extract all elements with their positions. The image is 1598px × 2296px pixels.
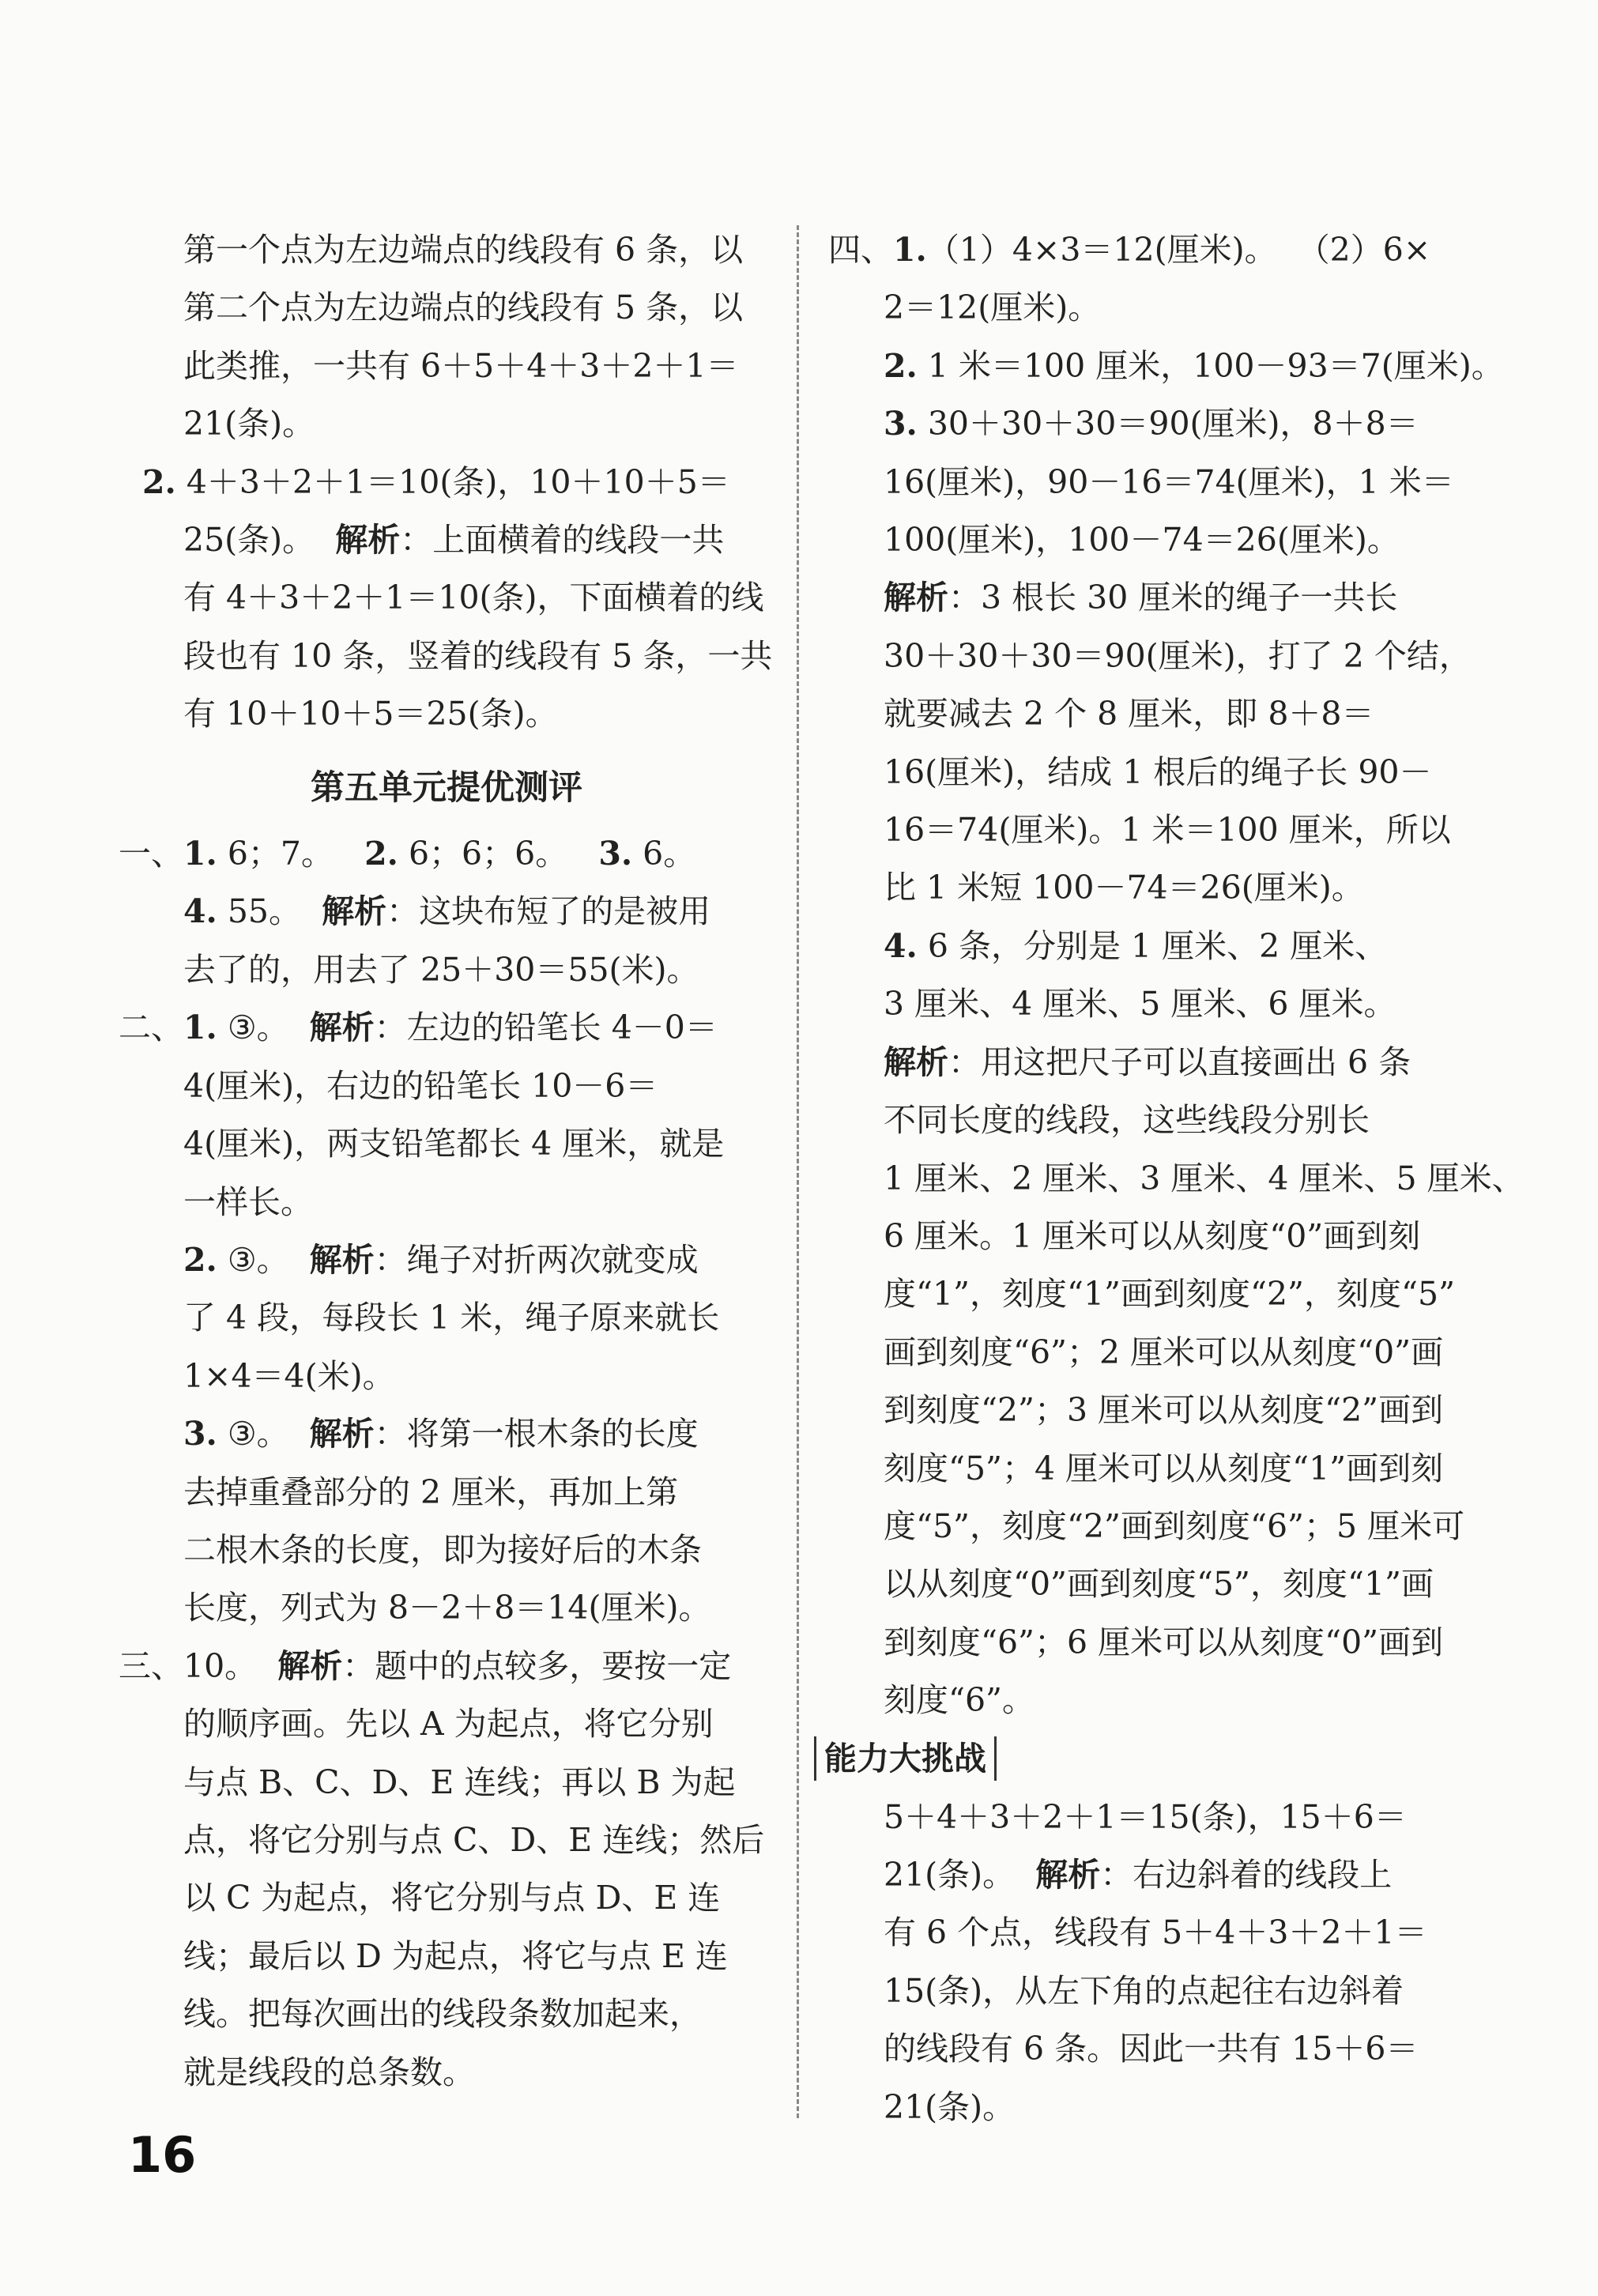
text-line bbox=[119, 2044, 775, 2102]
text-line bbox=[119, 685, 775, 743]
line-text: ：右边斜着的线段上 bbox=[1100, 1855, 1393, 1894]
text-line bbox=[828, 1904, 1460, 1962]
line-text: 度“1”，刻度“1”画到刻度“2”，刻度“5” bbox=[884, 1275, 1456, 1314]
line-text: ③。 bbox=[217, 1415, 310, 1453]
text-line bbox=[119, 454, 775, 511]
line-text: 就要减去 2 个 8 厘米，即 8＋8＝ bbox=[884, 695, 1374, 733]
text-line bbox=[119, 1695, 775, 1753]
item-number: 2. bbox=[142, 462, 176, 501]
line-text: 100(厘米)，100－74＝26(厘米)。 bbox=[884, 521, 1400, 560]
line-text: 不同长度的线段，这些线段分别长 bbox=[884, 1101, 1370, 1140]
line-text: 比 1 米短 100－74＝26(厘米)。 bbox=[884, 869, 1364, 907]
text-line bbox=[119, 337, 775, 395]
text-line bbox=[119, 1521, 775, 1579]
text-line bbox=[828, 1091, 1460, 1149]
item-number: 3. bbox=[884, 405, 918, 443]
line-text: 21(条)。 bbox=[884, 2087, 1016, 2126]
line-text: ：用这把尺子可以直接画出 6 条 bbox=[948, 1042, 1411, 1081]
text-line bbox=[119, 1348, 775, 1405]
text-line bbox=[828, 685, 1460, 743]
text-line bbox=[119, 1058, 775, 1115]
analysis-label: 解析 bbox=[309, 1009, 375, 1047]
line-text: 21(条)。 bbox=[884, 1855, 1036, 1894]
text-line bbox=[828, 221, 1460, 279]
text-line bbox=[828, 337, 1504, 395]
text-line bbox=[119, 1985, 775, 2043]
text-line bbox=[119, 221, 775, 279]
column-divider bbox=[797, 225, 799, 2118]
line-text: 4(厘米)，右边的铅笔长 10－6＝ bbox=[183, 1066, 658, 1105]
analysis-label: 解析 bbox=[309, 1415, 375, 1453]
text-line bbox=[828, 569, 1460, 627]
line-text: 点，将它分别与点 C、D、E 连线；然后 bbox=[183, 1820, 765, 1859]
text-line bbox=[828, 1846, 1460, 1904]
item-number: 1. bbox=[183, 1009, 217, 1047]
text-line bbox=[828, 628, 1472, 685]
line-text: 有 4＋3＋2＋1＝10(条)，下面横着的线 bbox=[183, 579, 764, 617]
line-text: 的顺序画。先以 A 为起点，将它分别 bbox=[183, 1705, 714, 1744]
analysis-label: 解析 bbox=[322, 892, 387, 931]
text-line bbox=[828, 1324, 1460, 1382]
line-text: 15(条)，从左下角的点起往右边斜着 bbox=[884, 1971, 1404, 2010]
item-number: 1. bbox=[893, 231, 927, 269]
line-text: 16(厘米)，90－16＝74(厘米)，1 米＝ bbox=[884, 462, 1454, 501]
question-number: 四、 bbox=[828, 231, 893, 269]
line-text: 6 厘米。1 厘米可以从刻度“0”画到刻 bbox=[884, 1216, 1421, 1255]
text-line bbox=[119, 395, 775, 453]
line-text: 与点 B、C、D、E 连线；再以 B 为起 bbox=[183, 1763, 736, 1801]
text-line bbox=[828, 1789, 1460, 1846]
text-line bbox=[828, 1382, 1460, 1439]
line-text: 6；7。 bbox=[217, 835, 365, 873]
text-line bbox=[119, 999, 775, 1057]
text-line bbox=[828, 2020, 1460, 2078]
line-text: 段也有 10 条，竖着的线段有 5 条，一共 bbox=[183, 636, 773, 675]
text-line bbox=[828, 2079, 1460, 2136]
page-number: 16 bbox=[128, 2126, 197, 2184]
text-line bbox=[828, 859, 1460, 917]
text-line bbox=[828, 1555, 1460, 1613]
analysis-label: 解析 bbox=[277, 1646, 343, 1685]
line-text: 30＋30＋30＝90(厘米)，8＋8＝ bbox=[917, 405, 1419, 443]
line-text: 了 4 段，每段长 1 米，绳子原来就长 bbox=[183, 1299, 720, 1337]
question-number: 三、 bbox=[119, 1646, 183, 1685]
text-line bbox=[119, 825, 775, 883]
text-line bbox=[828, 1208, 1460, 1265]
line-text: 的线段有 6 条。因此一共有 15＋6＝ bbox=[884, 2030, 1419, 2068]
line-text: 30＋30＋30＝90(厘米)，打了 2 个结， bbox=[884, 636, 1472, 675]
text-line bbox=[119, 1754, 775, 1812]
line-text: 1 厘米、2 厘米、3 厘米、4 厘米、5 厘米、 bbox=[884, 1159, 1525, 1197]
line-text: 55。 bbox=[217, 892, 322, 931]
line-text: ③。 bbox=[217, 1240, 310, 1279]
question-number: 一、 bbox=[119, 835, 183, 873]
line-text: 25(条)。 bbox=[183, 521, 336, 560]
text-line bbox=[119, 1869, 775, 1927]
line-text: 1×4＝4(米)。 bbox=[183, 1356, 395, 1395]
line-text: ：上面横着的线段一共 bbox=[400, 521, 725, 560]
line-text: ③。 bbox=[217, 1009, 310, 1047]
line-text: 4＋3＋2＋1＝10(条)，10＋10＋5＝ bbox=[175, 462, 730, 501]
analysis-label: 解析 bbox=[884, 579, 948, 617]
text-line bbox=[119, 1231, 775, 1289]
text-line bbox=[828, 1614, 1460, 1672]
line-text: 有 10＋10＋5＝25(条)。 bbox=[183, 695, 558, 733]
text-line bbox=[119, 1638, 775, 1695]
text-line bbox=[828, 511, 1460, 569]
line-text: ：题中的点较多，要按一定 bbox=[342, 1646, 732, 1685]
text-line bbox=[119, 569, 775, 627]
challenge-heading: 能力大挑战 bbox=[814, 1736, 997, 1781]
question-number: 二、 bbox=[119, 1009, 183, 1047]
analysis-label: 解析 bbox=[309, 1240, 375, 1279]
line-text: 16(厘米)，结成 1 根后的绳子长 90－ bbox=[884, 752, 1432, 791]
text-line bbox=[828, 1265, 1460, 1323]
line-text: 去掉重叠部分的 2 厘米，再加上第 bbox=[183, 1472, 679, 1511]
line-text: 去了的，用去了 25＋30＝55(米)。 bbox=[183, 950, 699, 989]
text-line bbox=[119, 1464, 775, 1521]
text-line bbox=[828, 1034, 1460, 1091]
item-number: 4. bbox=[884, 926, 918, 965]
text-line bbox=[119, 511, 775, 569]
line-text: 画到刻度“6”；2 厘米可以从刻度“0”画 bbox=[884, 1333, 1444, 1371]
line-text: 第一个点为左边端点的线段有 6 条，以 bbox=[183, 231, 744, 269]
text-line bbox=[119, 279, 775, 337]
text-line bbox=[119, 1289, 775, 1347]
section-heading: 第五单元提优测评 bbox=[311, 767, 582, 808]
text-line bbox=[828, 918, 1460, 975]
line-text: ：左边的铅笔长 4－0＝ bbox=[374, 1009, 718, 1047]
line-text: 到刻度“6”；6 厘米可以从刻度“0”画到 bbox=[884, 1623, 1444, 1661]
text-line bbox=[119, 628, 775, 685]
line-text: 到刻度“2”；3 厘米可以从刻度“2”画到 bbox=[884, 1391, 1444, 1430]
analysis-label: 解析 bbox=[335, 521, 401, 560]
line-text: 3 厘米、4 厘米、5 厘米、6 厘米。 bbox=[884, 985, 1396, 1024]
line-text: ：3 根长 30 厘米的绳子一共长 bbox=[948, 579, 1398, 617]
text-line bbox=[828, 744, 1460, 801]
item-number: 4. bbox=[183, 892, 217, 931]
line-text: 第二个点为左边端点的线段有 5 条，以 bbox=[183, 288, 744, 327]
line-text: 6 条，分别是 1 厘米、2 厘米、 bbox=[917, 926, 1388, 965]
item-number: 3. bbox=[183, 1415, 217, 1453]
text-line bbox=[119, 1579, 775, 1637]
line-text: 二根木条的长度，即为接好后的木条 bbox=[183, 1530, 702, 1569]
text-line bbox=[119, 1174, 775, 1231]
text-line bbox=[119, 1812, 775, 1869]
text-line bbox=[828, 454, 1460, 511]
line-text: 刻度“5”；4 厘米可以从刻度“1”画到刻 bbox=[884, 1449, 1444, 1487]
line-text: 2＝12(厘米)。 bbox=[884, 288, 1101, 327]
line-text: 6。 bbox=[632, 835, 696, 873]
line-text: 就是线段的总条数。 bbox=[183, 2053, 475, 2091]
line-text: ：将第一根木条的长度 bbox=[374, 1415, 699, 1453]
text-line bbox=[828, 279, 1460, 337]
line-text: 有 6 个点，线段有 5＋4＋3＋2＋1＝ bbox=[884, 1913, 1427, 1952]
text-line bbox=[828, 1498, 1465, 1555]
line-text: 长度，列式为 8－2＋8＝14(厘米)。 bbox=[183, 1589, 711, 1627]
text-line bbox=[119, 941, 775, 999]
line-text: 线；最后以 D 为起点，将它与点 E 连 bbox=[183, 1936, 728, 1975]
line-text: （1）4×3＝12(厘米)。 （2）6× bbox=[926, 231, 1431, 269]
line-text: 度“5”，刻度“2”画到刻度“6”；5 厘米可 bbox=[884, 1506, 1465, 1545]
item-number: 2. bbox=[183, 1240, 217, 1279]
line-text: 5＋4＋3＋2＋1＝15(条)，15＋6＝ bbox=[884, 1797, 1407, 1836]
left-column bbox=[119, 221, 775, 2102]
item-number: 2. bbox=[884, 346, 918, 385]
line-text: 1 米＝100 厘米，100－93＝7(厘米)。 bbox=[917, 346, 1504, 385]
item-number: 3. bbox=[598, 835, 633, 873]
text-line bbox=[119, 1928, 775, 1985]
line-text: 刻度“6”。 bbox=[884, 1681, 1035, 1720]
line-text: 以从刻度“0”画到刻度“5”，刻度“1”画 bbox=[884, 1565, 1434, 1604]
item-number: 1. bbox=[183, 835, 217, 873]
line-text: 10。 bbox=[183, 1646, 278, 1685]
text-line bbox=[828, 1962, 1460, 2020]
analysis-label: 解析 bbox=[1035, 1855, 1101, 1894]
line-text: ：这块布短了的是被用 bbox=[386, 892, 711, 931]
text-line bbox=[828, 1440, 1460, 1498]
text-line bbox=[119, 1115, 775, 1173]
challenge-heading-row bbox=[824, 1730, 1460, 1789]
line-text: 21(条)。 bbox=[183, 405, 315, 443]
analysis-label: 解析 bbox=[884, 1042, 948, 1081]
text-line bbox=[119, 1405, 775, 1463]
text-line bbox=[828, 395, 1460, 453]
right-column bbox=[824, 221, 1525, 2136]
line-text: 此类推，一共有 6＋5＋4＋3＋2＋1＝ bbox=[183, 346, 739, 385]
text-line bbox=[828, 1150, 1525, 1208]
line-text: 16＝74(厘米)。1 米＝100 厘米，所以 bbox=[884, 811, 1451, 850]
text-line bbox=[828, 975, 1460, 1033]
item-number: 2. bbox=[364, 835, 398, 873]
text-line bbox=[828, 1672, 1460, 1729]
line-text: ：绳子对折两次就变成 bbox=[374, 1240, 699, 1279]
text-line bbox=[828, 801, 1460, 859]
line-text: 6；6；6。 bbox=[398, 835, 599, 873]
line-text: 线。把每次画出的线段条数加起来， bbox=[183, 1995, 702, 2034]
text-line bbox=[119, 883, 775, 941]
line-text: 4(厘米)，两支铅笔都长 4 厘米，就是 bbox=[183, 1125, 725, 1163]
line-text: 一样长。 bbox=[183, 1182, 313, 1221]
line-text: 以 C 为起点，将它分别与点 D、E 连 bbox=[183, 1879, 721, 1917]
